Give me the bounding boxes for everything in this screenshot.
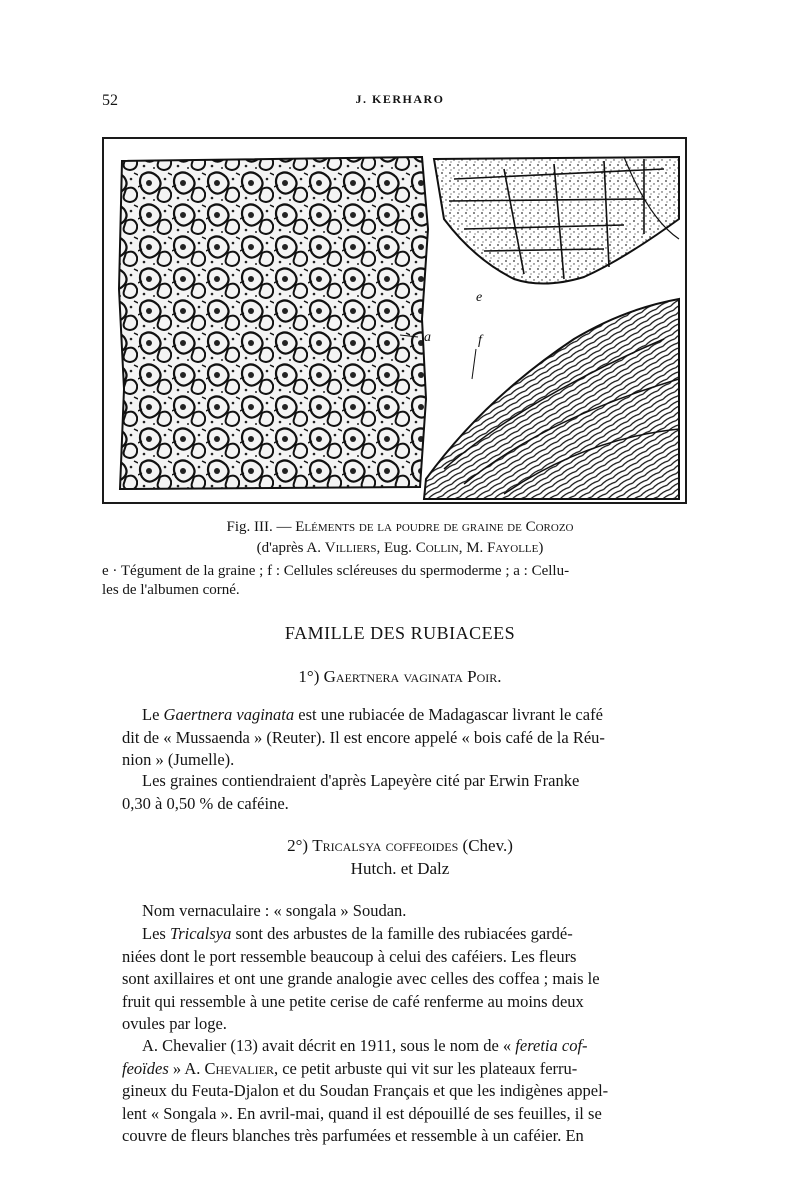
species-heading-author: Hutch. et Dalz [350, 859, 450, 878]
text-line: gineux du Feuta-Djalon et du Soudan Français et que les indigènes appel- [122, 1081, 609, 1100]
author-name: Chevalier [204, 1058, 274, 1078]
italic-span: feretia cof- [515, 1036, 588, 1055]
caption-text: , M. [458, 540, 484, 556]
text-line: dit de « Mussaenda » (Reuter). Il est encore appelé « bois café de la Réu- [122, 727, 605, 747]
figure-label-f: f [478, 333, 482, 348]
text-line: niées dont le port ressemble beaucoup à celui des caféiers. Les fleurs [122, 946, 577, 966]
species-number: 2°) [287, 836, 309, 855]
text-line [122, 704, 700, 727]
figure-illustration [102, 137, 687, 504]
text-line: couvre de fleurs blanches très parfumées et ressemble à un caféier. En [122, 1126, 584, 1145]
caption-author: Fayolle [487, 540, 539, 556]
text-line: lent « Songala ». En avril-mai, quand il est dépouillé de ses feuilles, il se [122, 1103, 602, 1123]
paragraph [122, 704, 700, 772]
paragraph [122, 900, 700, 923]
text-line [122, 900, 700, 923]
text-span: A. Chevalier (13) avait décrit en 1911, sous le nom de « [142, 1036, 512, 1055]
figure-caption-line2 [0, 540, 800, 557]
species-number: 1°) [298, 667, 320, 686]
text-span: Le [142, 705, 160, 724]
text-span: est une rubiacée de Madagascar livrant le café [298, 705, 603, 724]
caption-author: Collin [415, 540, 459, 556]
text-line: sont axillaires et ont une grande analogie avec celles des coffea ; mais le [122, 969, 600, 988]
section-title: FAMILLE DES RUBIACEES [284, 623, 516, 643]
caption-text: (d'après A. [256, 540, 321, 556]
text-span: sont des arbustes de la famille des rubiacées gardé- [235, 924, 573, 943]
text-span: Nom vernaculaire : « songala » Soudan. [142, 901, 407, 920]
species-name: Gaertnera vaginata Poir. [323, 667, 502, 686]
figure-label-a: a [424, 330, 431, 345]
paragraph [122, 770, 700, 815]
species-author: (Chev.) [462, 836, 513, 855]
species-name: Tricalsya coffeoides [312, 836, 459, 855]
figure-drawing [104, 139, 685, 502]
text-span: , ce petit arbuste qui vit sur les plateaux ferru- [273, 1058, 578, 1078]
text-span: Les graines contiendraient d'après Lapeyère cité par Erwin Franke [142, 771, 580, 790]
text-line: 0,30 à 0,50 % de caféine. [122, 793, 289, 813]
species-heading [0, 836, 800, 856]
running-header: J. KERHARO [355, 92, 445, 106]
text-line [122, 770, 700, 793]
paragraph [122, 923, 700, 1036]
legend-line: les de l'albumen corné. [102, 582, 240, 598]
italic-span: feoïdes [122, 1058, 169, 1078]
text-line [122, 1058, 700, 1081]
page-number: 52 [102, 92, 118, 109]
italic-span: Tricalsya [169, 924, 232, 943]
text-span: Les [142, 924, 166, 943]
text-line [122, 1035, 700, 1058]
italic-span: Gaertnera vaginata [163, 705, 295, 724]
text-line: nion » (Jumelle). [122, 750, 235, 769]
species-heading [0, 667, 800, 687]
figure-caption-line1 [0, 519, 800, 536]
figure-legend [102, 562, 702, 600]
text-span: » A. [172, 1058, 201, 1078]
text-line: ovules par loge. [122, 1014, 227, 1033]
figure-caption-prefix: Fig. III. — [226, 519, 292, 535]
paragraph [122, 1035, 700, 1148]
caption-author: Villiers [324, 540, 377, 556]
legend-line: e · Tégument de la graine ; f : Cellules scléreuses du spermoderme ; a : Cellu- [102, 563, 570, 579]
text-line: fruit qui ressemble à une petite cerise de café renferme au moins deux [122, 991, 584, 1011]
caption-text: ) [538, 540, 544, 556]
caption-text: , Eug. [376, 540, 412, 556]
text-line [122, 923, 700, 946]
figure-label-e: e [476, 290, 483, 305]
figure-caption-title: Eléments de la poudre de graine de Corozo [295, 519, 574, 535]
